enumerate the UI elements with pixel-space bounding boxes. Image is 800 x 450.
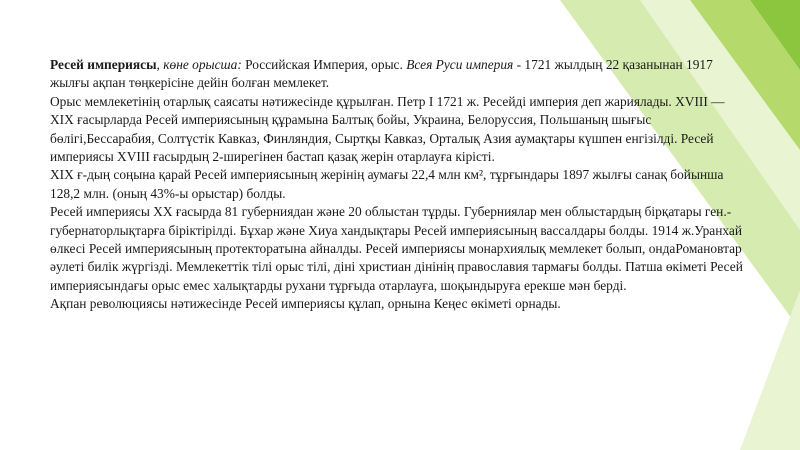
paragraph-intro [50,56,750,93]
paragraph-collapse: Ақпан революциясы нәтижесінде Ресей империясы құлап, орнына Кеңес өкіметі орнады. [50,296,561,312]
intro-text-2: - 1721 жылдың 22 қазанынан 1917 жылғы ақпан төңкерісіне дейін болған мемлекет. [50,57,713,91]
old-language-label: көне орысша: [163,57,242,72]
green-stripe-bottom [740,290,800,450]
old-name: Всея Руси империя [406,57,514,72]
paragraph-territory: XIX ғ-дың соңына қарай Ресей империясының жерінің аумағы 22,4 млн км², тұрғындары 1897 жылғы санақ бойынша 128,2 млн. (оның 43%-ы орыстар) болды. [50,167,724,201]
paragraph-administration: Ресей империясы XX ғасырда 81 губерниядан және 20 облыстан тұрды. Губерниялар мен облыстардың бірқатары ген.-губернаторлықтарға біріктірілді. Бұхар және Хиуа хандықтары Ресей империясының вассалдары болды. 1914 ж.Уранхай өлкесі Ресей империясының протекторатына айналды. Ресей империясы монархиялық мемлекет болып, ондаРомановтар әулеті билік жүргізді. Мемлекеттік тілі орыс тілі, діні христиан дінінің православия тармағы болды. Патша өкіметі Ресей империясындағы орыс емес халықтарды рухани тұрғыда отарлауға, шоқындыруға ерекше мән берді. [50,204,743,293]
paragraph-formation: Орыс мемлекетінің отарлық саясаты нәтижесінде құрылған. Петр І 1721 ж. Ресейді империя деп жариялады. XVIII — XIX ғасырларда Ресей империясының құрамына Балтық бойы, Украина, Белоруссия, Польшаның шығыс бөлігі,Бессарабия, Солтүстік Кавказ, Финляндия, Сыртқы Кавказ, Орталық Азия аумақтары күшпен енгізілді. Ресей империясы XVIII ғасырдың 2-ширегінен бастап қазақ жерін отарлауға кірісті. [50,93,725,165]
separator: , [156,57,164,72]
text-body [50,56,750,314]
term-heading: Ресей империясы [50,57,157,72]
intro-text-1: Российская Империя, орыс. [241,57,407,72]
